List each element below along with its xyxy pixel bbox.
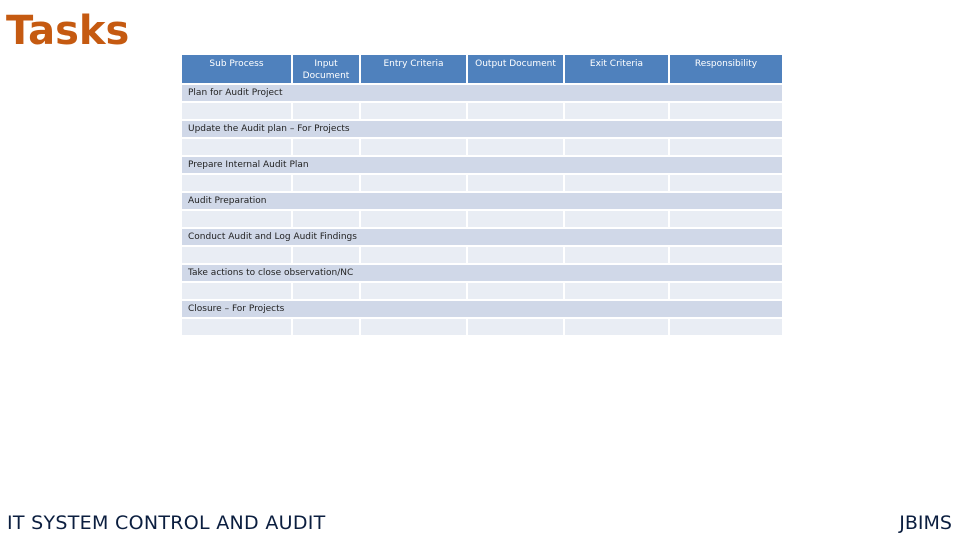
table-cell <box>467 210 564 228</box>
header-exit-criteria: Exit Criteria <box>564 54 669 84</box>
task-detail-row <box>181 138 783 156</box>
table-cell <box>467 282 564 300</box>
task-label: Update the Audit plan – For Projects <box>181 120 783 138</box>
task-row <box>181 84 783 102</box>
footer-institution: JBIMS <box>899 512 952 534</box>
table-cell <box>360 246 467 264</box>
header-sub-process: Sub Process <box>181 54 292 84</box>
table-cell <box>467 138 564 156</box>
table-cell <box>467 174 564 192</box>
task-label: Conduct Audit and Log Audit Findings <box>181 228 783 246</box>
task-label: Audit Preparation <box>181 192 783 210</box>
task-detail-row <box>181 102 783 120</box>
table-cell <box>181 246 292 264</box>
task-row <box>181 156 783 174</box>
task-detail-row <box>181 282 783 300</box>
table-cell <box>292 318 360 336</box>
table-cell <box>564 102 669 120</box>
task-row <box>181 228 783 246</box>
table-cell <box>467 102 564 120</box>
table-cell <box>564 318 669 336</box>
table-cell <box>360 174 467 192</box>
task-detail-row <box>181 318 783 336</box>
task-row <box>181 120 783 138</box>
task-detail-row <box>181 210 783 228</box>
table-cell <box>669 282 783 300</box>
tasks-table <box>180 53 784 337</box>
task-label: Take actions to close observation/NC <box>181 264 783 282</box>
table-cell <box>564 282 669 300</box>
table-cell <box>181 102 292 120</box>
table-cell <box>181 210 292 228</box>
task-label: Plan for Audit Project <box>181 84 783 102</box>
table-cell <box>292 246 360 264</box>
table-cell <box>292 210 360 228</box>
table-cell <box>564 174 669 192</box>
task-detail-row <box>181 174 783 192</box>
table-cell <box>181 174 292 192</box>
table-cell <box>669 210 783 228</box>
table-cell <box>669 102 783 120</box>
task-row <box>181 300 783 318</box>
table-cell <box>181 138 292 156</box>
task-row <box>181 192 783 210</box>
table-cell <box>292 282 360 300</box>
table-cell <box>360 210 467 228</box>
table-cell <box>467 246 564 264</box>
table-cell <box>181 318 292 336</box>
header-responsibility: Responsibility <box>669 54 783 84</box>
table-cell <box>360 282 467 300</box>
table-cell <box>564 246 669 264</box>
table-cell <box>467 318 564 336</box>
task-label: Prepare Internal Audit Plan <box>181 156 783 174</box>
table-cell <box>669 318 783 336</box>
table-cell <box>181 282 292 300</box>
table-header-row <box>181 54 783 84</box>
task-detail-row <box>181 246 783 264</box>
header-input-document: Input Document <box>292 54 360 84</box>
header-entry-criteria: Entry Criteria <box>360 54 467 84</box>
table-cell <box>669 246 783 264</box>
task-row <box>181 264 783 282</box>
table-cell <box>292 102 360 120</box>
table-cell <box>360 102 467 120</box>
table-cell <box>360 318 467 336</box>
header-output-document: Output Document <box>467 54 564 84</box>
table-cell <box>564 210 669 228</box>
table-cell <box>360 138 467 156</box>
footer-course-title: IT SYSTEM CONTROL AND AUDIT <box>7 512 326 534</box>
table-cell <box>564 138 669 156</box>
table-cell <box>292 174 360 192</box>
table-cell <box>669 138 783 156</box>
table-cell <box>669 174 783 192</box>
table-cell <box>292 138 360 156</box>
page-title: Tasks <box>6 8 130 54</box>
task-label: Closure – For Projects <box>181 300 783 318</box>
